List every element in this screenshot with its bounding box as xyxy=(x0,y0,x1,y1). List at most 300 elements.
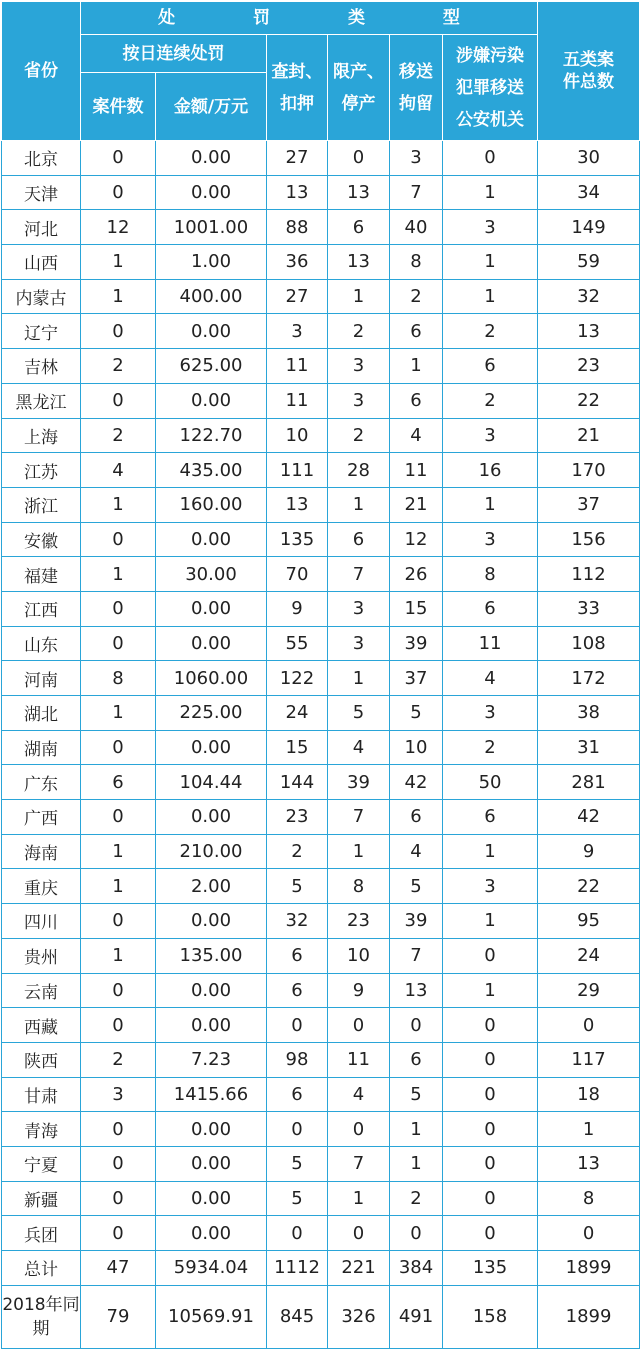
amount-cell: 1060.00 xyxy=(156,661,267,696)
detention-cell: 5 xyxy=(390,869,443,904)
amount-cell: 0.00 xyxy=(156,730,267,765)
detention-cell: 6 xyxy=(390,314,443,349)
table-row xyxy=(2,1146,640,1181)
total-cell: 172 xyxy=(538,661,640,696)
province-cell: 陕西 xyxy=(2,1042,81,1077)
total-cell: 281 xyxy=(538,765,640,800)
case-count-cell: 1 xyxy=(81,557,156,592)
case-count-cell: 0 xyxy=(81,175,156,210)
header-total: 五类案件总数 xyxy=(538,2,640,141)
restriction-cell: 1 xyxy=(328,834,390,869)
amount-cell: 2.00 xyxy=(156,869,267,904)
seizure-cell: 5 xyxy=(267,1146,328,1181)
detention-cell: 5 xyxy=(390,696,443,731)
amount-cell: 225.00 xyxy=(156,696,267,731)
case-count-cell: 0 xyxy=(81,800,156,835)
case-count-cell: 2 xyxy=(81,349,156,384)
criminal-cell: 1 xyxy=(443,175,538,210)
restriction-cell: 39 xyxy=(328,765,390,800)
seizure-cell: 11 xyxy=(267,383,328,418)
table-row xyxy=(2,1216,640,1251)
total-cell: 31 xyxy=(538,730,640,765)
table-row xyxy=(2,1042,640,1077)
detention-cell: 42 xyxy=(390,765,443,800)
penalty-statistics-table xyxy=(1,1,640,1349)
table-row xyxy=(2,626,640,661)
province-cell: 云南 xyxy=(2,973,81,1008)
seizure-cell: 88 xyxy=(267,210,328,245)
restriction-cell: 0 xyxy=(328,1008,390,1043)
header-amount: 金额/万元 xyxy=(156,73,267,141)
case-count-cell: 1 xyxy=(81,834,156,869)
header-province: 省份 xyxy=(2,2,81,141)
province-cell: 2018年同期 xyxy=(2,1285,81,1348)
table-row xyxy=(2,800,640,835)
province-cell: 四川 xyxy=(2,904,81,939)
case-count-cell: 3 xyxy=(81,1077,156,1112)
table-row xyxy=(2,1077,640,1112)
total-cell: 156 xyxy=(538,522,640,557)
restriction-cell: 0 xyxy=(328,1216,390,1251)
province-cell: 甘肃 xyxy=(2,1077,81,1112)
criminal-cell: 1 xyxy=(443,904,538,939)
seizure-cell: 36 xyxy=(267,245,328,280)
restriction-cell: 3 xyxy=(328,626,390,661)
detention-cell: 6 xyxy=(390,383,443,418)
province-cell: 宁夏 xyxy=(2,1146,81,1181)
detention-cell: 0 xyxy=(390,1216,443,1251)
table-row xyxy=(2,557,640,592)
seizure-cell: 111 xyxy=(267,453,328,488)
table-row xyxy=(2,349,640,384)
table-row xyxy=(2,418,640,453)
restriction-cell: 326 xyxy=(328,1285,390,1348)
restriction-cell: 7 xyxy=(328,800,390,835)
restriction-cell: 13 xyxy=(328,245,390,280)
province-cell: 广西 xyxy=(2,800,81,835)
criminal-cell: 3 xyxy=(443,869,538,904)
province-cell: 江西 xyxy=(2,591,81,626)
total-cell: 108 xyxy=(538,626,640,661)
case-count-cell: 1 xyxy=(81,869,156,904)
seizure-cell: 6 xyxy=(267,973,328,1008)
total-cell: 112 xyxy=(538,557,640,592)
total-cell: 59 xyxy=(538,245,640,280)
total-cell: 21 xyxy=(538,418,640,453)
case-count-cell: 0 xyxy=(81,1216,156,1251)
province-cell: 浙江 xyxy=(2,487,81,522)
restriction-cell: 1 xyxy=(328,487,390,522)
amount-cell: 7.23 xyxy=(156,1042,267,1077)
table-row xyxy=(2,1008,640,1043)
amount-cell: 625.00 xyxy=(156,349,267,384)
table-row xyxy=(2,730,640,765)
criminal-cell: 1 xyxy=(443,834,538,869)
province-cell: 北京 xyxy=(2,141,81,176)
total-cell: 23 xyxy=(538,349,640,384)
total-cell: 32 xyxy=(538,279,640,314)
case-count-cell: 12 xyxy=(81,210,156,245)
restriction-cell: 3 xyxy=(328,383,390,418)
total-cell: 33 xyxy=(538,591,640,626)
table-row xyxy=(2,869,640,904)
total-cell: 13 xyxy=(538,314,640,349)
seizure-cell: 5 xyxy=(267,1181,328,1216)
case-count-cell: 1 xyxy=(81,938,156,973)
amount-cell: 0.00 xyxy=(156,314,267,349)
table-body xyxy=(2,141,640,1349)
case-count-cell: 0 xyxy=(81,314,156,349)
province-cell: 福建 xyxy=(2,557,81,592)
restriction-cell: 3 xyxy=(328,591,390,626)
restriction-cell: 1 xyxy=(328,1181,390,1216)
restriction-cell: 5 xyxy=(328,696,390,731)
province-cell: 兵团 xyxy=(2,1216,81,1251)
seizure-cell: 27 xyxy=(267,141,328,176)
case-count-cell: 0 xyxy=(81,730,156,765)
detention-cell: 1 xyxy=(390,1112,443,1147)
case-count-cell: 0 xyxy=(81,1146,156,1181)
province-cell: 天津 xyxy=(2,175,81,210)
criminal-cell: 0 xyxy=(443,1112,538,1147)
seizure-cell: 13 xyxy=(267,175,328,210)
restriction-cell: 0 xyxy=(328,141,390,176)
detention-cell: 12 xyxy=(390,522,443,557)
amount-cell: 135.00 xyxy=(156,938,267,973)
seizure-cell: 1112 xyxy=(267,1251,328,1286)
detention-cell: 5 xyxy=(390,1077,443,1112)
table-row xyxy=(2,210,640,245)
total-cell: 0 xyxy=(538,1008,640,1043)
total-cell: 13 xyxy=(538,1146,640,1181)
restriction-cell: 9 xyxy=(328,973,390,1008)
province-cell: 安徽 xyxy=(2,522,81,557)
criminal-cell: 0 xyxy=(443,1077,538,1112)
case-count-cell: 0 xyxy=(81,626,156,661)
criminal-cell: 0 xyxy=(443,1216,538,1251)
restriction-cell: 4 xyxy=(328,1077,390,1112)
total-cell: 22 xyxy=(538,383,640,418)
header-daily-penalty: 按日连续处罚 xyxy=(81,35,267,73)
detention-cell: 384 xyxy=(390,1251,443,1286)
province-cell: 西藏 xyxy=(2,1008,81,1043)
seizure-cell: 15 xyxy=(267,730,328,765)
restriction-cell: 6 xyxy=(328,522,390,557)
seizure-cell: 98 xyxy=(267,1042,328,1077)
amount-cell: 1415.66 xyxy=(156,1077,267,1112)
province-cell: 辽宁 xyxy=(2,314,81,349)
criminal-cell: 8 xyxy=(443,557,538,592)
province-cell: 湖南 xyxy=(2,730,81,765)
table-row xyxy=(2,141,640,176)
case-count-cell: 4 xyxy=(81,453,156,488)
detention-cell: 6 xyxy=(390,1042,443,1077)
province-cell: 上海 xyxy=(2,418,81,453)
case-count-cell: 8 xyxy=(81,661,156,696)
case-count-cell: 1 xyxy=(81,245,156,280)
amount-cell: 0.00 xyxy=(156,383,267,418)
table-row xyxy=(2,1112,640,1147)
criminal-cell: 6 xyxy=(443,591,538,626)
header-restriction: 限产、停产 xyxy=(328,35,390,141)
criminal-cell: 2 xyxy=(443,314,538,349)
amount-cell: 0.00 xyxy=(156,522,267,557)
amount-cell: 0.00 xyxy=(156,904,267,939)
case-count-cell: 0 xyxy=(81,1181,156,1216)
criminal-cell: 1 xyxy=(443,245,538,280)
restriction-cell: 1 xyxy=(328,279,390,314)
header-case-count: 案件数 xyxy=(81,73,156,141)
total-cell: 0 xyxy=(538,1216,640,1251)
restriction-cell: 2 xyxy=(328,418,390,453)
seizure-cell: 144 xyxy=(267,765,328,800)
header-detention: 移送拘留 xyxy=(390,35,443,141)
case-count-cell: 79 xyxy=(81,1285,156,1348)
table-row xyxy=(2,1181,640,1216)
criminal-cell: 1 xyxy=(443,279,538,314)
table-row xyxy=(2,591,640,626)
amount-cell: 400.00 xyxy=(156,279,267,314)
detention-cell: 7 xyxy=(390,175,443,210)
amount-cell: 0.00 xyxy=(156,800,267,835)
table-row xyxy=(2,834,640,869)
total-cell: 1 xyxy=(538,1112,640,1147)
province-cell: 总计 xyxy=(2,1251,81,1286)
restriction-cell: 4 xyxy=(328,730,390,765)
amount-cell: 104.44 xyxy=(156,765,267,800)
criminal-cell: 4 xyxy=(443,661,538,696)
total-cell: 38 xyxy=(538,696,640,731)
amount-cell: 0.00 xyxy=(156,626,267,661)
criminal-cell: 3 xyxy=(443,210,538,245)
table-row xyxy=(2,938,640,973)
province-cell: 贵州 xyxy=(2,938,81,973)
case-count-cell: 2 xyxy=(81,418,156,453)
seizure-cell: 122 xyxy=(267,661,328,696)
detention-cell: 3 xyxy=(390,141,443,176)
criminal-cell: 11 xyxy=(443,626,538,661)
case-count-cell: 1 xyxy=(81,696,156,731)
criminal-cell: 6 xyxy=(443,349,538,384)
table-row xyxy=(2,904,640,939)
detention-cell: 2 xyxy=(390,279,443,314)
total-cell: 42 xyxy=(538,800,640,835)
restriction-cell: 3 xyxy=(328,349,390,384)
total-cell: 9 xyxy=(538,834,640,869)
seizure-cell: 845 xyxy=(267,1285,328,1348)
amount-cell: 1001.00 xyxy=(156,210,267,245)
table-row xyxy=(2,522,640,557)
table-row xyxy=(2,383,640,418)
detention-cell: 1 xyxy=(390,349,443,384)
province-cell: 重庆 xyxy=(2,869,81,904)
criminal-cell: 6 xyxy=(443,800,538,835)
case-count-cell: 0 xyxy=(81,522,156,557)
total-cell: 30 xyxy=(538,141,640,176)
restriction-cell: 28 xyxy=(328,453,390,488)
detention-cell: 6 xyxy=(390,800,443,835)
criminal-cell: 2 xyxy=(443,730,538,765)
detention-cell: 4 xyxy=(390,834,443,869)
seizure-cell: 32 xyxy=(267,904,328,939)
restriction-cell: 13 xyxy=(328,175,390,210)
criminal-cell: 0 xyxy=(443,141,538,176)
restriction-cell: 1 xyxy=(328,661,390,696)
total-cell: 1899 xyxy=(538,1285,640,1348)
restriction-cell: 2 xyxy=(328,314,390,349)
table-row xyxy=(2,175,640,210)
amount-cell: 0.00 xyxy=(156,1181,267,1216)
criminal-cell: 135 xyxy=(443,1251,538,1286)
total-cell: 1899 xyxy=(538,1251,640,1286)
detention-cell: 39 xyxy=(390,904,443,939)
case-count-cell: 6 xyxy=(81,765,156,800)
table-row xyxy=(2,973,640,1008)
amount-cell: 160.00 xyxy=(156,487,267,522)
seizure-cell: 135 xyxy=(267,522,328,557)
amount-cell: 0.00 xyxy=(156,1112,267,1147)
total-cell: 8 xyxy=(538,1181,640,1216)
detention-cell: 21 xyxy=(390,487,443,522)
criminal-cell: 50 xyxy=(443,765,538,800)
amount-cell: 210.00 xyxy=(156,834,267,869)
header-penalty-type-label: 处 罚 类 型 xyxy=(158,8,496,28)
total-cell: 37 xyxy=(538,487,640,522)
criminal-cell: 1 xyxy=(443,487,538,522)
restriction-cell: 0 xyxy=(328,1112,390,1147)
restriction-cell: 23 xyxy=(328,904,390,939)
province-cell: 江苏 xyxy=(2,453,81,488)
seizure-cell: 11 xyxy=(267,349,328,384)
amount-cell: 0.00 xyxy=(156,175,267,210)
detention-cell: 37 xyxy=(390,661,443,696)
criminal-cell: 3 xyxy=(443,522,538,557)
total-cell: 149 xyxy=(538,210,640,245)
criminal-cell: 1 xyxy=(443,973,538,1008)
case-count-cell: 0 xyxy=(81,904,156,939)
detention-cell: 0 xyxy=(390,1008,443,1043)
restriction-cell: 7 xyxy=(328,1146,390,1181)
seizure-cell: 3 xyxy=(267,314,328,349)
amount-cell: 122.70 xyxy=(156,418,267,453)
detention-cell: 1 xyxy=(390,1146,443,1181)
province-cell: 新疆 xyxy=(2,1181,81,1216)
detention-cell: 15 xyxy=(390,591,443,626)
seizure-cell: 13 xyxy=(267,487,328,522)
province-cell: 河南 xyxy=(2,661,81,696)
total-cell: 34 xyxy=(538,175,640,210)
seizure-cell: 9 xyxy=(267,591,328,626)
detention-cell: 39 xyxy=(390,626,443,661)
header-penalty-type xyxy=(81,2,538,35)
province-cell: 内蒙古 xyxy=(2,279,81,314)
restriction-cell: 221 xyxy=(328,1251,390,1286)
province-cell: 海南 xyxy=(2,834,81,869)
province-cell: 山西 xyxy=(2,245,81,280)
criminal-cell: 3 xyxy=(443,696,538,731)
amount-cell: 0.00 xyxy=(156,1146,267,1181)
detention-cell: 10 xyxy=(390,730,443,765)
total-cell: 29 xyxy=(538,973,640,1008)
seizure-cell: 55 xyxy=(267,626,328,661)
amount-cell: 0.00 xyxy=(156,141,267,176)
total-cell: 95 xyxy=(538,904,640,939)
amount-cell: 0.00 xyxy=(156,591,267,626)
amount-cell: 1.00 xyxy=(156,245,267,280)
case-count-cell: 0 xyxy=(81,973,156,1008)
seizure-cell: 70 xyxy=(267,557,328,592)
seizure-cell: 6 xyxy=(267,1077,328,1112)
criminal-cell: 0 xyxy=(443,1146,538,1181)
seizure-cell: 2 xyxy=(267,834,328,869)
criminal-cell: 0 xyxy=(443,1042,538,1077)
table-row xyxy=(2,765,640,800)
table-row xyxy=(2,661,640,696)
case-count-cell: 1 xyxy=(81,279,156,314)
amount-cell: 0.00 xyxy=(156,1008,267,1043)
criminal-cell: 0 xyxy=(443,1008,538,1043)
table-row xyxy=(2,279,640,314)
province-cell: 河北 xyxy=(2,210,81,245)
criminal-cell: 0 xyxy=(443,938,538,973)
detention-cell: 13 xyxy=(390,973,443,1008)
amount-cell: 30.00 xyxy=(156,557,267,592)
case-count-cell: 0 xyxy=(81,1112,156,1147)
total-cell: 22 xyxy=(538,869,640,904)
detention-cell: 2 xyxy=(390,1181,443,1216)
table-row xyxy=(2,1285,640,1348)
detention-cell: 4 xyxy=(390,418,443,453)
seizure-cell: 0 xyxy=(267,1216,328,1251)
header-criminal: 涉嫌污染犯罪移送公安机关 xyxy=(443,35,538,141)
amount-cell: 435.00 xyxy=(156,453,267,488)
restriction-cell: 11 xyxy=(328,1042,390,1077)
province-cell: 广东 xyxy=(2,765,81,800)
total-cell: 117 xyxy=(538,1042,640,1077)
seizure-cell: 10 xyxy=(267,418,328,453)
table-row xyxy=(2,1251,640,1286)
case-count-cell: 0 xyxy=(81,141,156,176)
case-count-cell: 0 xyxy=(81,1008,156,1043)
amount-cell: 5934.04 xyxy=(156,1251,267,1286)
amount-cell: 0.00 xyxy=(156,973,267,1008)
criminal-cell: 0 xyxy=(443,1181,538,1216)
case-count-cell: 0 xyxy=(81,591,156,626)
criminal-cell: 2 xyxy=(443,383,538,418)
case-count-cell: 0 xyxy=(81,383,156,418)
seizure-cell: 6 xyxy=(267,938,328,973)
total-cell: 170 xyxy=(538,453,640,488)
detention-cell: 26 xyxy=(390,557,443,592)
table-row xyxy=(2,314,640,349)
detention-cell: 491 xyxy=(390,1285,443,1348)
criminal-cell: 3 xyxy=(443,418,538,453)
seizure-cell: 27 xyxy=(267,279,328,314)
restriction-cell: 8 xyxy=(328,869,390,904)
table-row xyxy=(2,245,640,280)
seizure-cell: 0 xyxy=(267,1112,328,1147)
amount-cell: 10569.91 xyxy=(156,1285,267,1348)
restriction-cell: 6 xyxy=(328,210,390,245)
restriction-cell: 7 xyxy=(328,557,390,592)
seizure-cell: 24 xyxy=(267,696,328,731)
total-cell: 18 xyxy=(538,1077,640,1112)
province-cell: 黑龙江 xyxy=(2,383,81,418)
province-cell: 吉林 xyxy=(2,349,81,384)
restriction-cell: 10 xyxy=(328,938,390,973)
province-cell: 湖北 xyxy=(2,696,81,731)
table-row xyxy=(2,696,640,731)
